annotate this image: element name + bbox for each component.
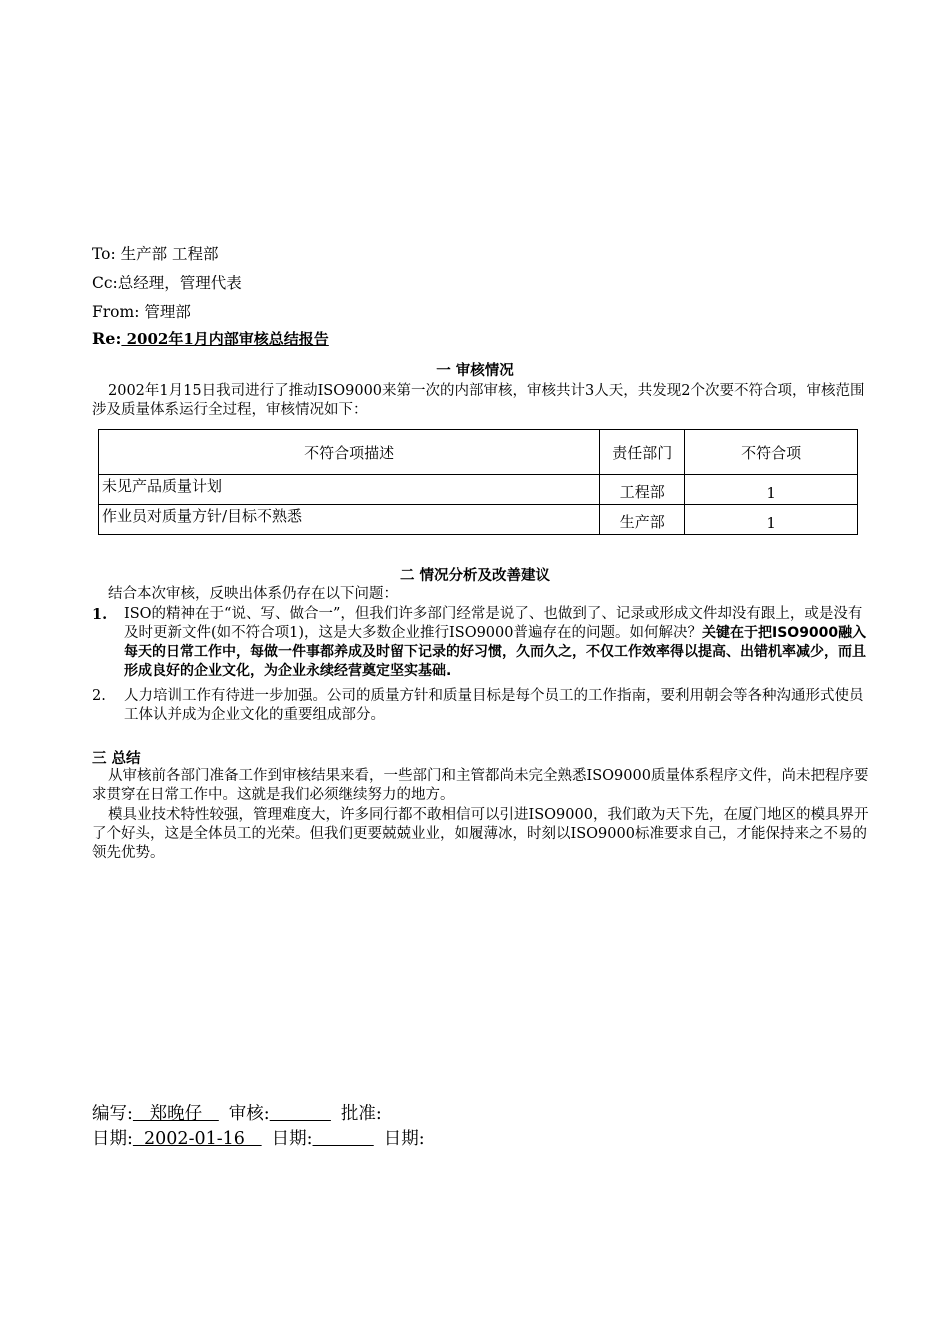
list-item xyxy=(92,687,870,725)
memo-cc: Cc:总经理，管理代表 xyxy=(92,274,242,292)
date-label-approve: 日期: xyxy=(383,1129,425,1149)
table-header-row xyxy=(99,430,858,475)
nonconformity-table xyxy=(98,429,858,535)
list-item xyxy=(92,605,870,681)
section2-title: 二 情况分析及改善建议 xyxy=(399,568,551,584)
subject-title: 2002年1月内部审核总结报告 xyxy=(121,330,329,348)
approve-label: 批准: xyxy=(340,1104,382,1124)
table-cell-desc: 作业员对质量方针/目标不熟悉 xyxy=(99,505,600,535)
date-label-review: 日期: xyxy=(271,1129,313,1149)
section3-paragraph-1: 从审核前各部门准备工作到审核结果来看，一些部门和主管都尚未完全熟悉ISO9000质量体系程序文件，尚未把程序要求贯穿在日常工作中。这就是我们必须继续努力的地方。 xyxy=(92,768,869,803)
date-label-author: 日期: xyxy=(92,1129,133,1149)
list-item-text: ISO的精神在于“说、写、做合一”，但我们许多部门经常是说了、也做到了、记录或形成文件却没有跟上，或是没有及时更新文件(如不符合项1)，这是大多数企业推行ISO9000普遍存在的问题。如何解决？ xyxy=(124,606,863,641)
list-item-text: 人力培训工作有待进一步加强。公司的质量方针和质量目标是每个员工的工作指南，要利用朝会等各种沟通形式使员工体认并成为企业文化的重要组成部分。 xyxy=(124,688,864,723)
memo-to: To: 生产部 工程部 xyxy=(92,245,219,263)
date-row xyxy=(92,1127,425,1151)
list-number: 1. xyxy=(92,606,108,623)
table-cell-count: 1 xyxy=(685,475,858,505)
author-label: 编写: xyxy=(92,1104,133,1124)
table-row xyxy=(99,475,858,505)
section1-title: 一 审核情况 xyxy=(436,363,514,379)
section3-paragraph-2: 模具业技术特性较强，管理难度大，许多同行都不敢相信可以引进ISO9000，我们敢为天下先，在厦门地区的模具界开了个好头，这是全体员工的光荣。但我们更要兢兢业业，如履薄冰，时刻以ISO9000标准要求自己，才能保持来之不易的领先优势。 xyxy=(92,807,869,861)
subject-label: Re: xyxy=(92,329,122,348)
review-value xyxy=(270,1104,331,1124)
memo-subject xyxy=(92,328,329,349)
section1-intro: 2002年1月15日我司进行了推动ISO9000来第一次的内部审核，审核共计3人天，共发现2个次要不符合项，审核范围涉及质量体系运行全过程，审核情况如下： xyxy=(92,383,865,418)
author-value: 郑晚仔 xyxy=(132,1104,219,1124)
review-label: 审核: xyxy=(228,1104,270,1124)
table-cell-desc: 未见产品质量计划 xyxy=(99,475,600,505)
date-value-author: 2002-01-16 xyxy=(132,1129,262,1149)
table-cell-dept: 工程部 xyxy=(600,475,685,505)
table-header-dept: 责任部门 xyxy=(600,430,685,475)
section2-intro: 结合本次审核，反映出体系仍存在以下问题： xyxy=(108,586,398,602)
signature-row xyxy=(92,1102,382,1126)
table-header-desc: 不符合项描述 xyxy=(99,430,600,475)
section3-title: 三 总结 xyxy=(92,751,141,767)
table-cell-count: 1 xyxy=(685,505,858,535)
table-cell-dept: 生产部 xyxy=(600,505,685,535)
memo-from: From: 管理部 xyxy=(92,303,191,321)
date-value-review xyxy=(313,1129,374,1149)
table-row xyxy=(99,505,858,535)
list-item-bold-text: 关键在于把ISO9000融入每天的日常工作中，每做一件事都养成及时留下记录的好习惯，久而久之，不仅工作效率得以提高、出错机率减少，而且形成良好的企业文化，为企业永续经营奠定坚实基础. xyxy=(124,625,867,679)
table-header-count: 不符合项 xyxy=(685,430,858,475)
list-number: 2. xyxy=(92,688,106,704)
